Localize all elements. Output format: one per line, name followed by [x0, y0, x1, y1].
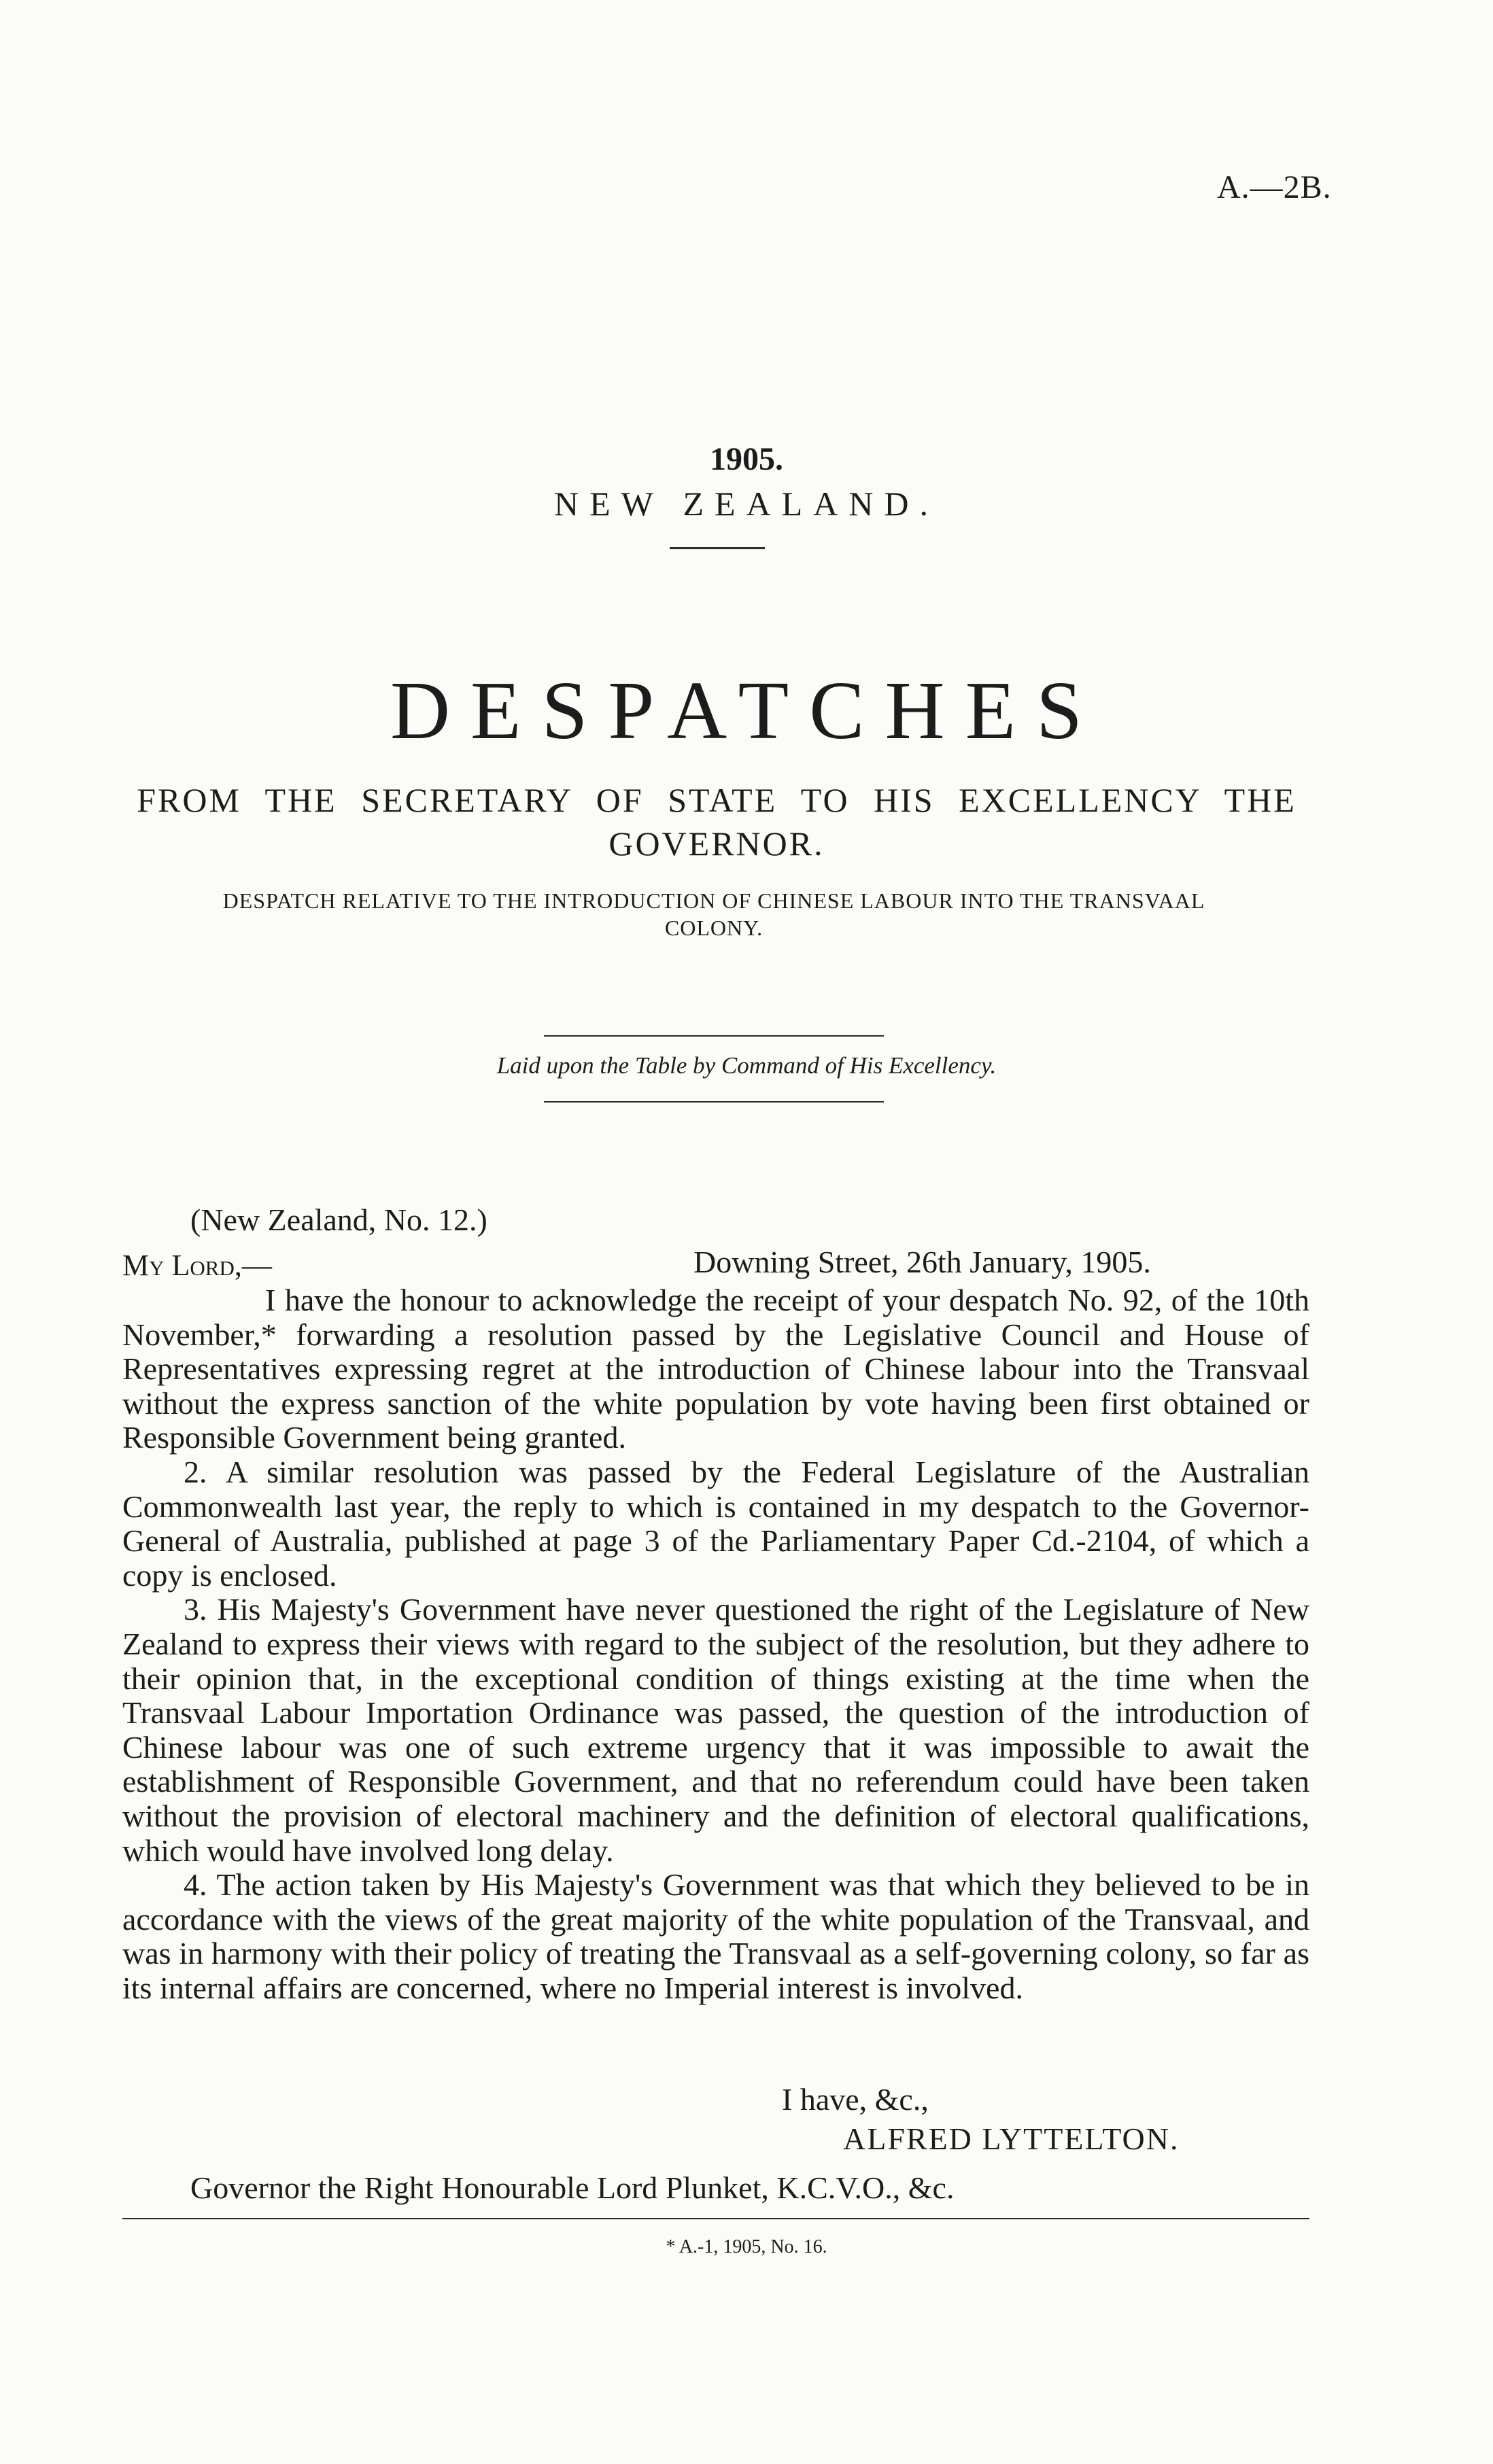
paragraph-3: 3. His Majesty's Government have never questioned the right of the Legislature of New Zealand to express their views with regard to the subject of the resolution, but they adhere to their opinion that, in the exceptional condition of things existing at the time when the Transvaal Labour Importation Ordinance was passed, the question of the introduction of Chinese labour was one of such extreme urgency that it was impossible to await the establishment of Responsible Government, and that no referendum could have been taken without the provision of electoral machinery and the definition of electoral qualifications, which would have involved long delay. [122, 1592, 1309, 1868]
country-heading: NEW ZEALAND. [554, 485, 939, 523]
laid-upon-table: Laid upon the Table by Command of His Excellency. [496, 1052, 997, 1079]
paragraph-1: I have the honour to acknowledge the receipt of your despatch No. 92, of the 10th November,* forwarding a resolution passed by the Legislative Council and House of Representatives expressing regret at the introduction of Chinese labour into the Transvaal without the express sanction of the white population by vote having been first obtained or Responsible Government being granted. [122, 1283, 1309, 1455]
paragraph-2: 2. A similar resolution was passed by the Federal Legislature of the Australian Commonwealth last year, the reply to which is contained in my despatch to the Governor-General of Australia, published at page 3 of the Parliamentary Paper Cd.-2104, of which a copy is enclosed. [122, 1454, 1309, 1593]
closing: I have, &c., [782, 2082, 929, 2117]
document-title: DESPATCHES [390, 665, 1103, 757]
document-subtitle: FROM THE SECRETARY OF STATE TO HIS EXCELLENCY THE GOVERNOR. [137, 781, 1297, 863]
laid-rule-top [544, 1035, 884, 1037]
signer-name: ALFRED LYTTELTON. [843, 2121, 1180, 2156]
footnote: * A.-1, 1905, No. 16. [666, 2236, 827, 2257]
despatch-subject: DESPATCH RELATIVE TO THE INTRODUCTION OF CHINESE LABOUR INTO THE TRANSVAAL COLONY. [222, 888, 1205, 940]
place-and-date: Downing Street, 26th January, 1905. [693, 1245, 1151, 1279]
laid-rule-bottom [544, 1101, 884, 1103]
addressee: Governor the Right Honourable Lord Plunket, K.C.V.O., &c. [190, 2170, 955, 2205]
despatch-reference: (New Zealand, No. 12.) [190, 1202, 487, 1237]
letter-body [122, 1283, 1309, 2005]
salutation: My Lord,— [122, 1249, 272, 1282]
footnote-divider [122, 2218, 1309, 2219]
document-reference: A.—2B. [1217, 169, 1332, 205]
heading-divider [670, 547, 765, 549]
paragraph-4: 4. The action taken by His Majesty's Government was that which they believed to be in accordance with the views of the great majority of the white population of the Transvaal, and was in harmony with their policy of treating the Transvaal as a self-governing colony, so far as its internal affairs are concerned, where no Imperial interest is involved. [122, 1867, 1309, 2005]
document-year: 1905. [710, 441, 783, 477]
